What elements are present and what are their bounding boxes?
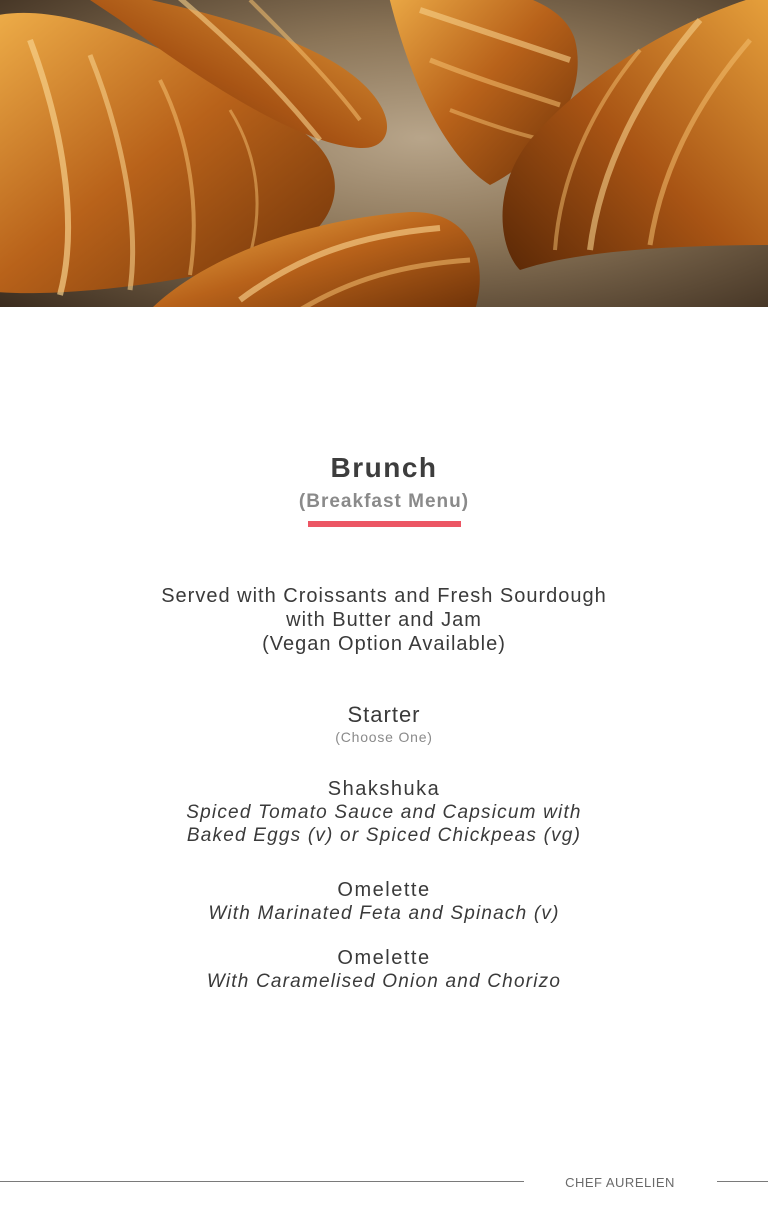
menu-item (0, 878, 768, 925)
item-name: Shakshuka (327, 778, 441, 800)
section-title: Starter (347, 702, 421, 727)
item-description: Spiced Tomato Sauce and Capsicum with (186, 802, 582, 823)
intro-line: with Butter and Jam (286, 609, 482, 631)
menu-subtitle: (Breakfast Menu) (298, 491, 470, 512)
menu-intro (0, 584, 768, 656)
section-note: (Choose One) (335, 729, 433, 745)
item-name: Omelette (337, 947, 431, 969)
intro-line: (Vegan Option Available) (262, 633, 506, 655)
item-description: Baked Eggs (v) or Spiced Chickpeas (vg) (186, 825, 582, 846)
item-name: Omelette (337, 879, 431, 901)
menu-item (0, 777, 768, 847)
item-description: With Caramelised Onion and Chorizo (206, 971, 562, 992)
footer-divider-right (717, 1181, 768, 1182)
chef-signature: CHEF AURELIEN (565, 1175, 675, 1190)
title-underline (308, 521, 461, 527)
footer-divider-left (0, 1181, 524, 1182)
intro-line: Served with Croissants and Fresh Sourdough (161, 585, 607, 607)
hero-image (0, 0, 768, 307)
menu-item (0, 946, 768, 993)
menu-title: Brunch (330, 452, 438, 483)
item-description: With Marinated Feta and Spinach (v) (208, 903, 560, 924)
croissants-illustration (0, 0, 768, 307)
